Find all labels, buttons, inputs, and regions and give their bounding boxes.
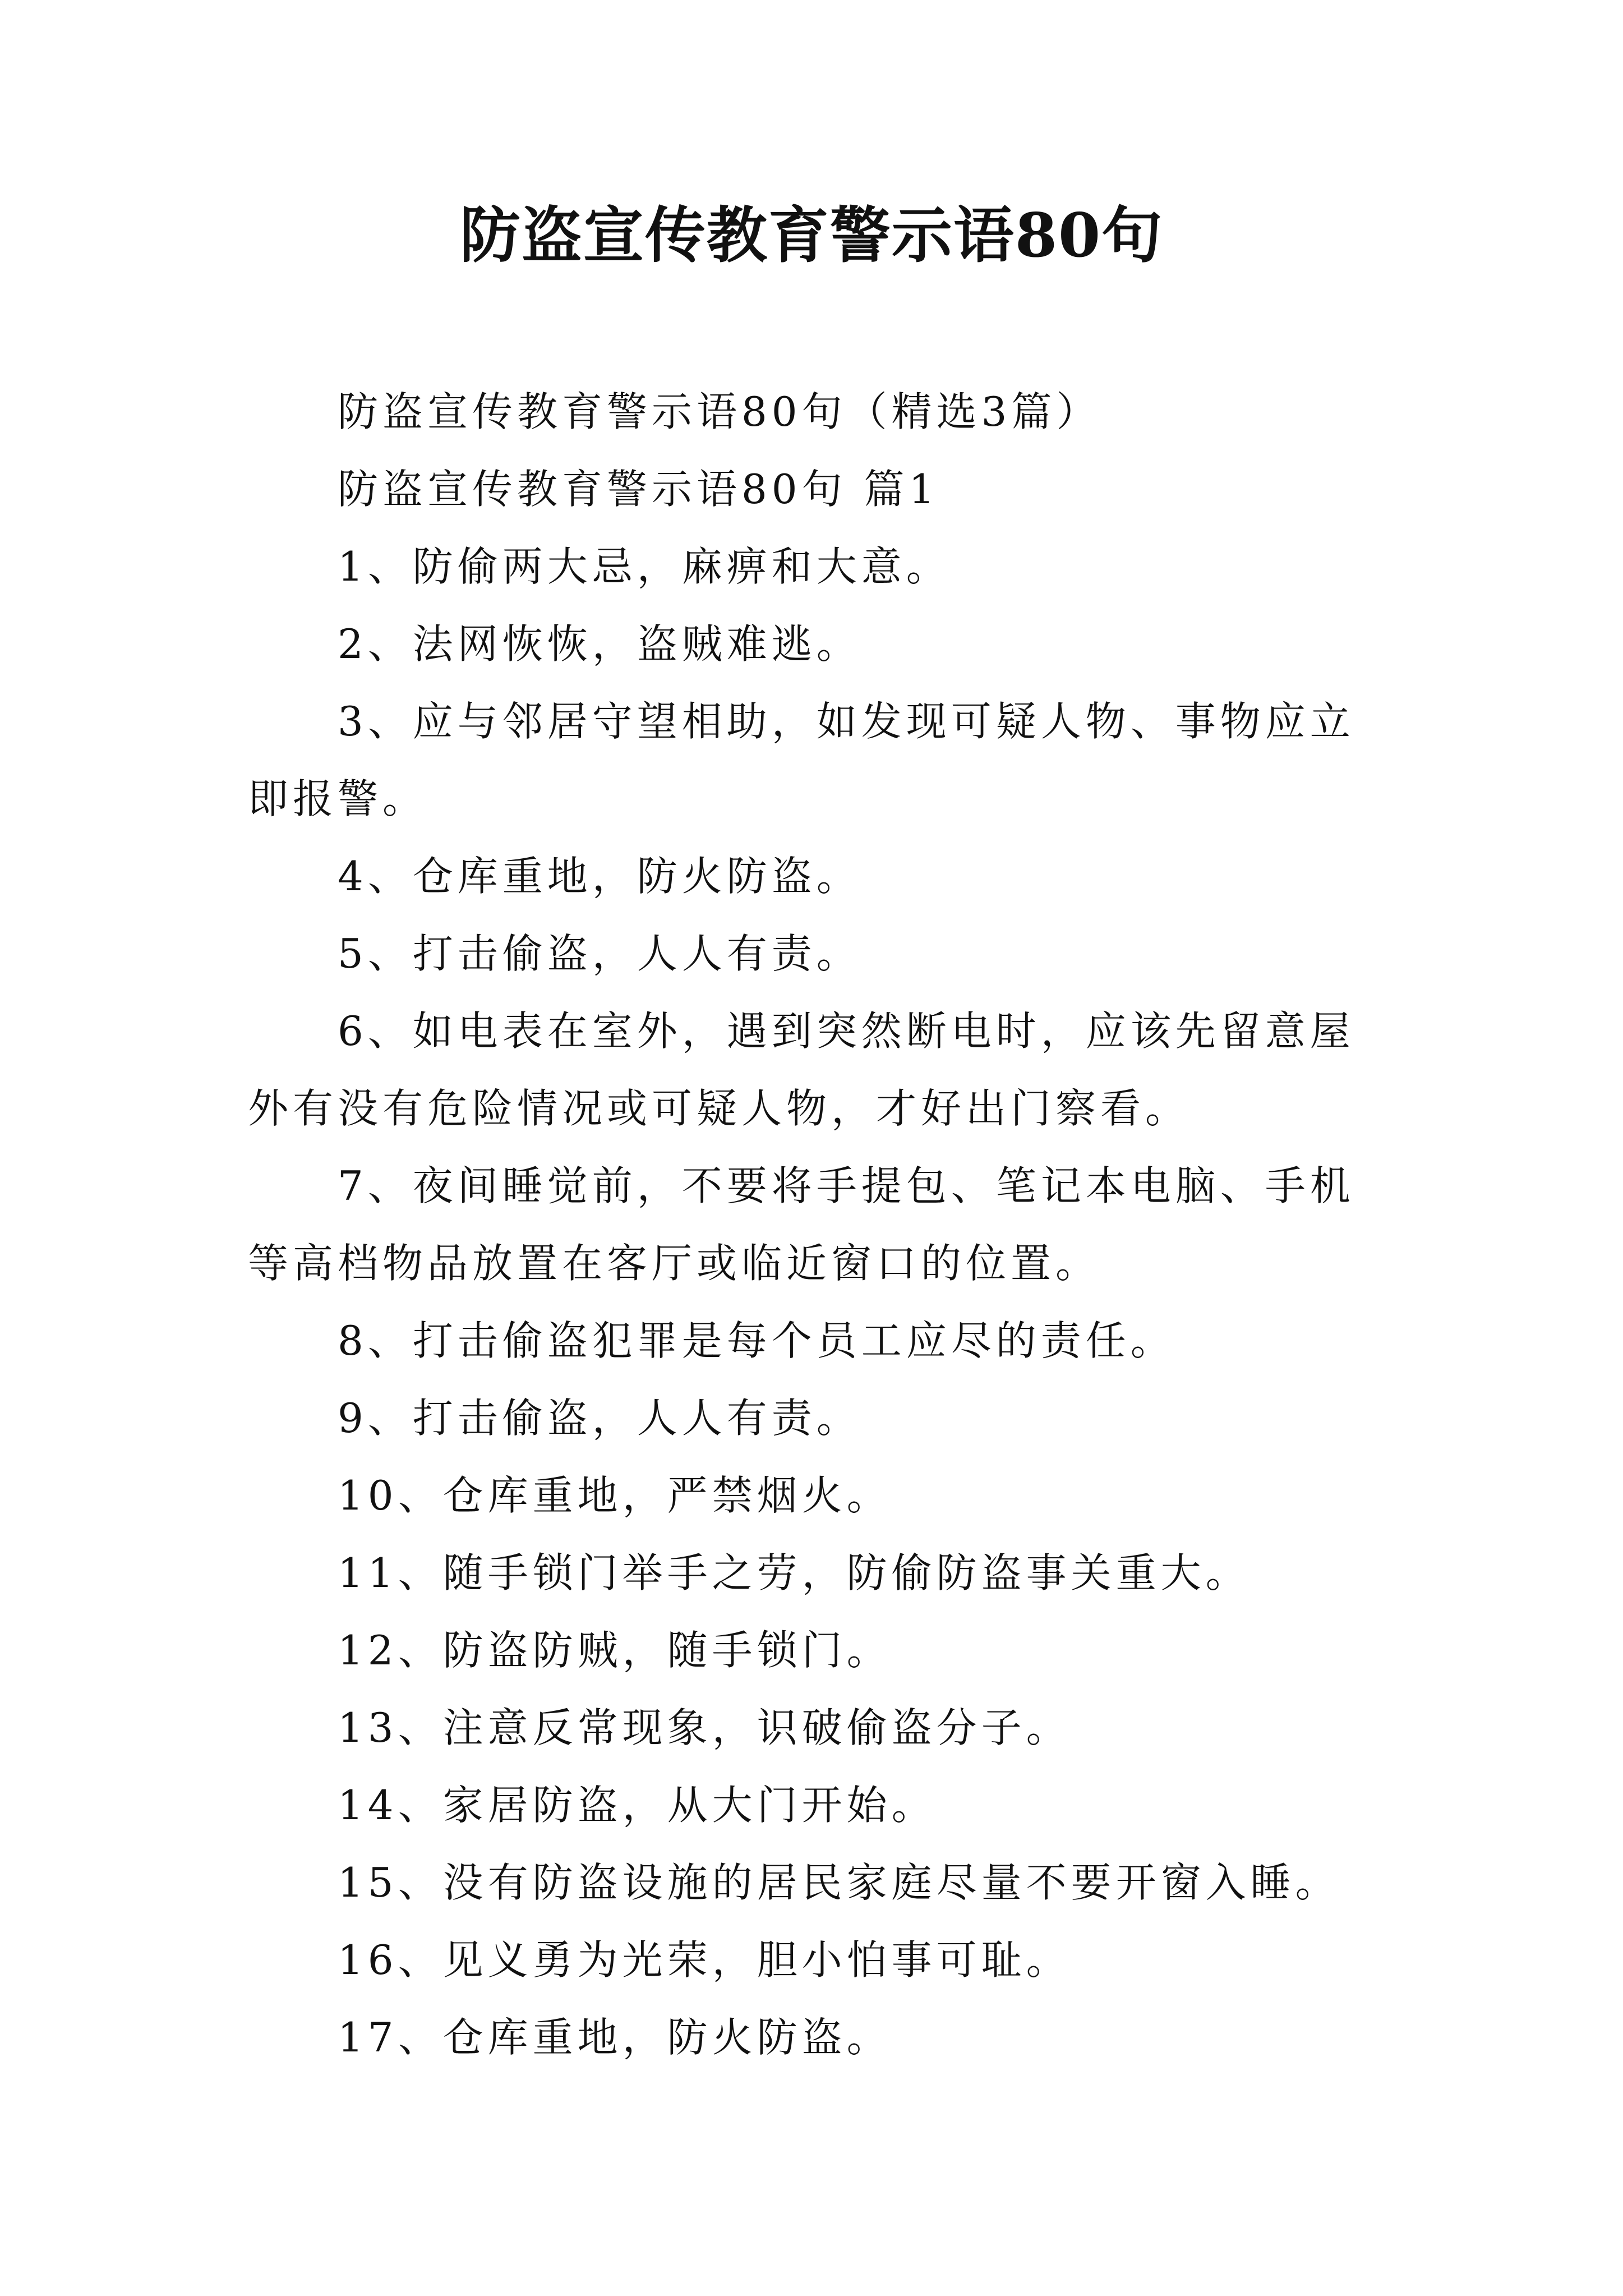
section-heading: 防盗宣传教育警示语80句 篇1 [338,466,939,513]
slogan-item: 3、应与邻居守望相助，如发现可疑人物、事物应立即报警。 [248,698,1355,822]
slogan-item: 15、没有防盗设施的居民家庭尽量不要开窗入睡。 [338,1859,1340,1906]
slogan-item: 17、仓库重地，防火防盗。 [338,2014,892,2061]
slogan-item: 14、家居防盗，从大门开始。 [338,1782,937,1829]
slogan-item: 1、防偷两大忌，麻痹和大意。 [338,543,951,590]
subtitle: 防盗宣传教育警示语80句（精选3篇） [338,388,1101,435]
document-body [248,373,1386,2076]
slogan-item: 8、打击偷盗犯罪是每个员工应尽的责任。 [338,1317,1175,1364]
slogan-item: 13、注意反常现象，识破偷盗分子。 [338,1704,1071,1751]
slogan-item: 7、夜间睡觉前，不要将手提包、笔记本电脑、手机等高档物品放置在客厅或临近窗口的位置。 [248,1162,1355,1287]
slogan-item: 9、打击偷盗，人人有责。 [338,1395,861,1442]
slogan-item: 11、随手锁门举手之劳，防偷防盗事关重大。 [338,1549,1251,1596]
slogan-item: 10、仓库重地，严禁烟火。 [338,1472,892,1519]
slogan-item: 5、打击偷盗，人人有责。 [338,930,861,977]
slogan-item: 4、仓库重地，防火防盗。 [338,853,861,900]
slogan-item: 6、如电表在室外，遇到突然断电时，应该先留意屋外有没有危险情况或可疑人物，才好出门察看。 [248,1007,1355,1132]
slogan-item: 12、防盗防贼，随手锁门。 [338,1627,892,1674]
document-title: 防盗宣传教育警示语80句 [459,200,1164,271]
slogan-item: 2、法网恢恢，盗贼难逃。 [338,620,861,668]
slogan-item: 16、见义勇为光荣，胆小怕事可耻。 [338,1936,1071,1984]
